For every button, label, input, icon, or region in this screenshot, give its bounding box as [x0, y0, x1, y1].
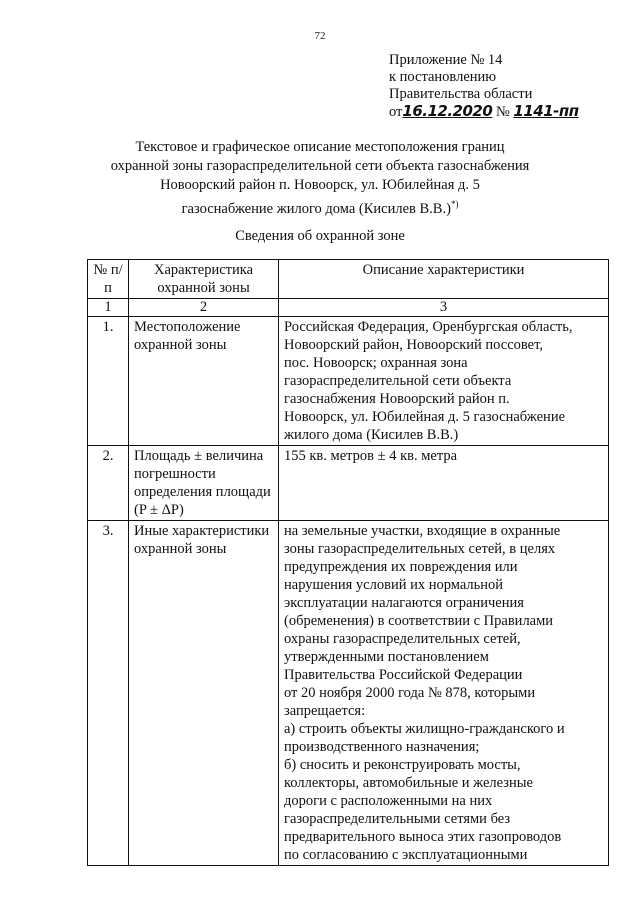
description-line: коллекторы, автомобильные и железные — [284, 775, 533, 791]
title-line-2: охранной зоны газораспределительной сети объекта газоснабжения — [110, 158, 530, 174]
description-line: эксплуатации налагаются ограничения — [284, 595, 524, 611]
description-line: жилого дома (Кисилев В.В.) — [284, 427, 459, 443]
description-line: от 20 ноября 2000 года № 878, которыми — [284, 685, 536, 701]
footnote-mark: *) — [450, 199, 459, 209]
description-line: б) сносить и реконструировать мосты, — [284, 757, 521, 773]
description-line: по согласованию с эксплуатационными — [284, 847, 528, 863]
table-header-row — [88, 260, 609, 299]
row-number: 3. — [88, 521, 129, 866]
appendix-line-3: Правительства области — [389, 86, 533, 102]
table-row — [88, 446, 609, 521]
handwritten-number: 1141-пп — [513, 102, 579, 120]
page-number: 72 — [314, 30, 326, 42]
description-line: запрещается: — [284, 703, 366, 719]
description-line: дороги с расположенными на них — [284, 793, 493, 809]
description-line: на земельные участки, входящие в охранные — [284, 523, 561, 539]
description-line: Новоорск, ул. Юбилейная д. 5 газоснабжение — [284, 409, 566, 425]
description-line: зоны газораспределительных сетей, в целях — [284, 541, 556, 557]
description-line: газораспределительной сети объекта — [284, 373, 512, 389]
section-subtitle: Сведения об охранной зоне — [235, 228, 405, 244]
header-description: Описание характеристики — [279, 260, 609, 299]
description-line: (обременения) в соответствии с Правилами — [284, 613, 554, 629]
description-line: охраны газораспределительных сетей, — [284, 631, 521, 647]
header-num: № п/п — [88, 260, 129, 299]
description-line: Правительства Российской Федерации — [284, 667, 523, 683]
number-prefix: № — [495, 104, 510, 120]
description-line: производственного назначения; — [284, 739, 480, 755]
description-line: Российская Федерация, Оренбургская область, — [284, 319, 573, 335]
description-line: нарушения условий их нормальной — [284, 577, 504, 593]
description-line: предупреждения их повреждения или — [284, 559, 518, 575]
index-cell: 2 — [129, 299, 279, 317]
handwritten-date: 16.12.2020 — [402, 102, 493, 120]
row-description — [279, 521, 609, 866]
description-line: Новоорский район, Новоорский поссовет, — [284, 337, 543, 353]
document-title — [0, 138, 640, 219]
header-characteristic: Характеристика охранной зоны — [129, 260, 279, 299]
description-line: 155 кв. метров ± 4 кв. метра — [284, 448, 458, 464]
index-cell: 3 — [279, 299, 609, 317]
row-number: 2. — [88, 446, 129, 521]
row-description — [279, 317, 609, 446]
table-row — [88, 317, 609, 446]
row-number: 1. — [88, 317, 129, 446]
date-prefix: от — [389, 104, 403, 120]
description-line: газораспределительными сетями без — [284, 811, 511, 827]
appendix-line-1: Приложение № 14 — [389, 52, 503, 68]
appendix-line-2: к постановлению — [389, 69, 497, 85]
row-description — [279, 446, 609, 521]
row-characteristic: Иные характеристики охранной зоны — [129, 521, 279, 866]
title-line-3: Новоорский район п. Новоорск, ул. Юбилейная д. 5 — [160, 177, 480, 193]
title-line-4 — [0, 195, 640, 219]
appendix-block — [389, 52, 579, 121]
title-line-4-text: газоснабжение жилого дома (Кисилев В.В.) — [181, 200, 451, 217]
description-line: утвержденными постановлением — [284, 649, 489, 665]
description-line: а) строить объекты жилищно-гражданского и — [284, 721, 565, 737]
description-line: пос. Новоорск; охранная зона — [284, 355, 468, 371]
table-row — [88, 521, 609, 866]
appendix-date-line — [389, 103, 579, 121]
row-characteristic: Местоположение охранной зоны — [129, 317, 279, 446]
title-line-1: Текстовое и графическое описание местоположения границ — [135, 139, 505, 155]
row-characteristic: Площадь ± величина погрешности определения площади (P ± ΔP) — [129, 446, 279, 521]
description-line: газоснабжения Новоорский район п. — [284, 391, 510, 407]
table-index-row — [88, 299, 609, 317]
zone-table — [87, 259, 609, 866]
index-cell: 1 — [88, 299, 129, 317]
description-line: предварительного выноса этих газопроводов — [284, 829, 562, 845]
